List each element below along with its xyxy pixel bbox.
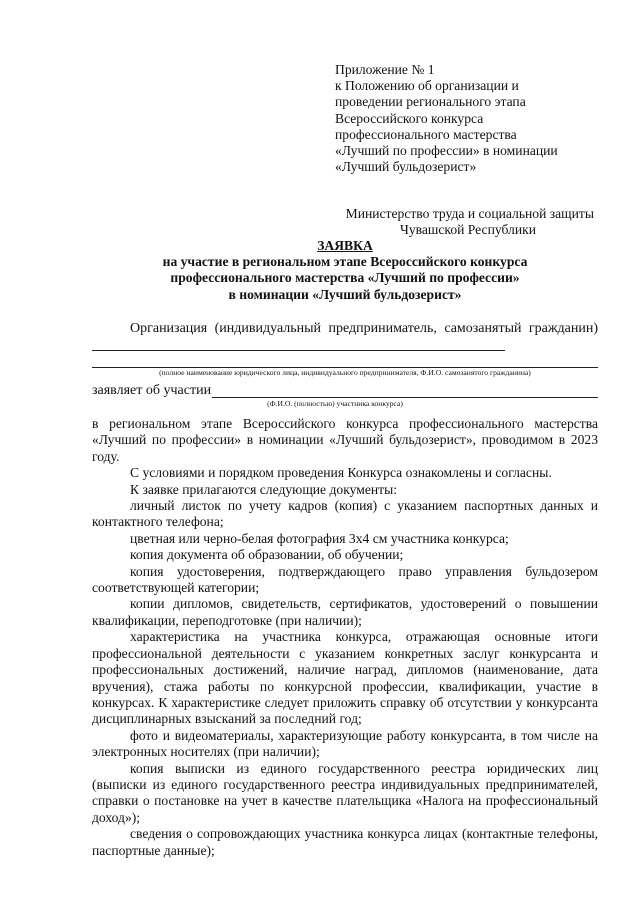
addressee-line: Министерство труда и социальной защиты bbox=[345, 206, 594, 221]
appendix-line: Всероссийского конкурса bbox=[335, 110, 484, 126]
appendix-line: Приложение № 1 bbox=[335, 62, 435, 77]
document-list-item: цветная или черно-белая фотография 3х4 см участника конкурса; bbox=[130, 530, 509, 546]
document-title: ЗАЯВКА bbox=[317, 238, 373, 253]
heading-line: профессионального мастерства «Лучший по профессии» bbox=[170, 270, 520, 286]
document-list-item: копия выписки из единого государственного реестра юридических лиц (выписки из единого государственного реестра индивидуальных предпринимателей, справки о постановке на учет в качестве плательщика «Налога на профессиональный доход»); bbox=[92, 760, 598, 825]
participant-caption: (Ф.И.О. (полностью) участника конкурса) bbox=[267, 399, 403, 408]
participant-fill-line bbox=[212, 397, 598, 398]
body-paragraph: К заявке прилагаются следующие документы: bbox=[130, 481, 397, 497]
addressee-line: Чувашской Республики bbox=[400, 222, 536, 237]
body-paragraph: в региональном этапе Всероссийского конкурса профессионального мастерства «Лучший по профессии» в номинации «Лучший бульдозерист», проводимом в 2023 году. bbox=[92, 416, 598, 464]
organization-label: Организация (индивидуальный предприниматель, самозанятый гражданин) bbox=[130, 321, 598, 336]
body-paragraph: С условиями и порядком проведения Конкурса ознакомлены и согласны. bbox=[130, 465, 552, 481]
appendix-note bbox=[335, 62, 625, 175]
document-list-item: личный листок по учету кадров (копия) с указанием паспортных данных и контактного телефона; bbox=[92, 498, 598, 530]
appendix-line: «Лучший бульдозерист» bbox=[335, 159, 477, 175]
document-body bbox=[92, 416, 598, 859]
document-list-item: копия удостоверения, подтверждающего право управления бульдозером соответствующей категории; bbox=[92, 563, 598, 596]
document-list-item: сведения о сопровождающих участника конкурса лицах (контактные телефоны, паспортные данные); bbox=[92, 826, 598, 858]
document-list-item: копии дипломов, свидетельств, сертификатов, удостоверений о повышении квалификации, переподготовке (при наличии); bbox=[92, 596, 598, 628]
appendix-line: к Положению об организации и bbox=[335, 78, 519, 94]
document-heading bbox=[92, 238, 598, 303]
document-list-item: характеристика на участника конкурса, отражающая основные итоги профессиональной деятельности с указанием конкретных заслуг конкурсанта и профессиональных достижений, наличие наград, дипломов (наименование, дата вручения), стажа работы по конкурсной профессии, квалификации, участие в конкурсах. К характеристике следует приложить справку об отсутствии у конкурсанта дисциплинарных взысканий за последний год; bbox=[92, 629, 598, 727]
heading-line: на участие в региональном этапе Всероссийского конкурса bbox=[162, 254, 528, 270]
appendix-line: «Лучший по профессии» в номинации bbox=[335, 143, 558, 159]
document-list-item: копия документа об образовании, об обучении; bbox=[130, 547, 404, 563]
addressee-block bbox=[300, 206, 594, 238]
organization-fill-line-1 bbox=[92, 350, 505, 351]
heading-line: в номинации «Лучший бульдозерист» bbox=[228, 286, 462, 302]
appendix-line: профессионального мастерства bbox=[335, 126, 517, 142]
organization-caption: (полное наименование юридического лица, индивидуального предпринимателя, Ф.И.О. самозанятого гражданина) bbox=[159, 368, 531, 377]
appendix-line: проведении регионального этапа bbox=[335, 94, 526, 110]
document-list-item: фото и видеоматериалы, характеризующие работу конкурсанта, в том числе на электронных носителях (при наличии); bbox=[92, 727, 598, 760]
declaration-label: заявляет об участии bbox=[92, 383, 212, 398]
